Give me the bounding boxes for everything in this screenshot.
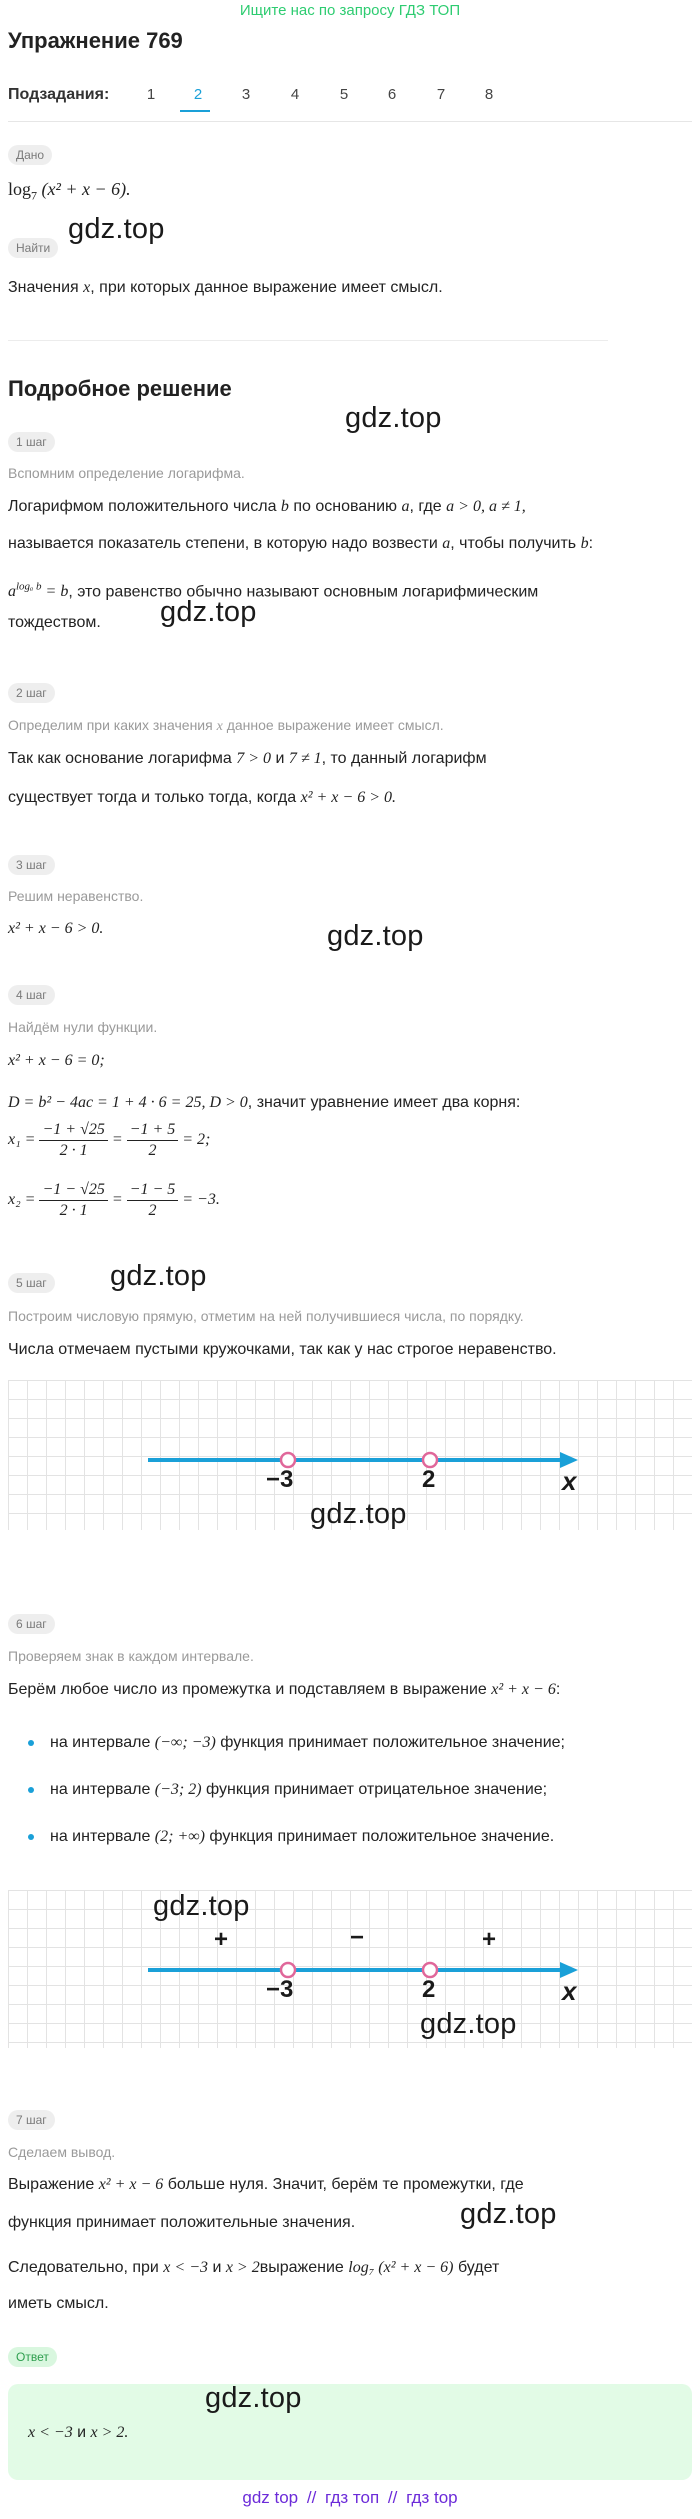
log-expression: log₇ (x² + x − 6) (348, 2259, 454, 2276)
search-banner[interactable]: Ищите нас по запросу ГДЗ ТОП (239, 2, 461, 19)
sign-plus: + (482, 1926, 497, 1953)
subtask-tab-6[interactable]: 6 (387, 86, 397, 103)
step-1-line-1 (8, 494, 526, 520)
watermark: gdz.top (110, 1260, 207, 1292)
footer-link[interactable]: гдз top (406, 2488, 458, 2507)
denominator: 2 (148, 1142, 157, 1159)
subtask-tab-2[interactable]: 2 (193, 86, 203, 103)
answer-pill: Ответ (8, 2347, 57, 2367)
text: и (271, 750, 289, 767)
watermark: gdz.top (68, 213, 165, 245)
point-minus-3 (281, 1963, 295, 1977)
discriminant: D = b² − 4ac = 1 + 4 · 6 = 25, D > 0 (8, 1094, 248, 1111)
lhs: x₁ = (8, 1131, 36, 1149)
footer-link[interactable]: гдз топ (325, 2488, 380, 2507)
text: выражение (259, 2259, 349, 2276)
list-item (50, 1730, 565, 1756)
step-3-inequality: x² + x − 6 > 0. (8, 920, 104, 937)
subtask-tab-7[interactable]: 7 (436, 86, 446, 103)
step-7-line-2: функция принимает положительные значения. (8, 2214, 356, 2231)
watermark: gdz.top (153, 1890, 250, 1922)
list-item (50, 1824, 554, 1850)
sign-chart-figure (8, 1890, 692, 2048)
sign-chart-svg (8, 1890, 692, 2048)
given-pill: Дано (8, 145, 52, 165)
step-4-pill: 4 шаг (8, 985, 55, 1005)
inequality: x² + x − 6 > 0. (300, 789, 396, 806)
text: больше нуля. Значит, берём те промежутки, где (163, 2176, 524, 2193)
text: функция принимает положительное значение; (215, 1734, 565, 1751)
subtask-tab-4[interactable]: 4 (290, 86, 300, 103)
subtask-tab-8[interactable]: 8 (484, 86, 494, 103)
text: , это равенство обычно называют основным логарифмическим (68, 583, 539, 601)
step-3-hint: Решим неравенство. (8, 888, 144, 904)
given-expression (8, 176, 131, 209)
find-var: x (83, 279, 91, 296)
active-tab-indicator (180, 110, 210, 112)
text: существует тогда и только тогда, когда (8, 789, 301, 806)
label-minus-3: −3 (266, 1466, 294, 1493)
interval: (2; +∞) (154, 1828, 205, 1845)
watermark: gdz.top (420, 2008, 517, 2040)
point-minus-3 (281, 1453, 295, 1467)
step-4-discriminant (8, 1090, 520, 1116)
step-5-hint: Построим числовую прямую, отметим на ней получившиеся числа, по порядку. (8, 1308, 524, 1324)
find-text-pre: Значения (8, 279, 84, 296)
step-3-pill: 3 шаг (8, 855, 55, 875)
text: Следовательно, при (8, 2259, 164, 2276)
identity: = b (41, 583, 69, 601)
text: по основанию (288, 498, 402, 515)
label-2: 2 (422, 1976, 436, 2003)
var-x: x (216, 719, 223, 734)
step-7-line-1 (8, 2172, 524, 2198)
var-a: a (442, 535, 451, 552)
text: на интервале (50, 1734, 155, 1751)
point-2 (423, 1963, 437, 1977)
step-7-line-4: иметь смысл. (8, 2295, 109, 2312)
step-1-line-2 (8, 531, 593, 557)
point-2 (423, 1453, 437, 1467)
footer-links (0, 2486, 700, 2510)
text: Логарифмом положительного числа (8, 498, 281, 515)
label-minus-3: −3 (266, 1976, 294, 2003)
numerator: −1 + √25 (39, 1120, 107, 1141)
log-fn: log (8, 179, 32, 199)
var-b: b (580, 535, 589, 552)
label-2: 2 (422, 1466, 436, 1493)
step-6-pill: 6 шаг (8, 1614, 55, 1634)
condition: 7 > 0 (236, 750, 271, 767)
step-2-line-2 (8, 785, 396, 811)
step-2-hint (8, 715, 444, 737)
text: называется показатель степени, в которую надо возвести (8, 535, 443, 552)
exponent: logₐ b (16, 581, 42, 593)
text: : (555, 1681, 561, 1698)
answer-text (28, 2420, 128, 2446)
log-base: 7 (31, 188, 38, 203)
bullet-icon (28, 1834, 34, 1840)
text: , то данный логарифм (321, 750, 487, 767)
subtask-tab-1[interactable]: 1 (146, 86, 156, 103)
step-6-hint: Проверяем знак в каждом интервале. (8, 1648, 254, 1664)
numerator: −1 − √25 (39, 1180, 107, 1201)
lhs: x₂ = (8, 1191, 36, 1209)
condition: a > 0, a ≠ 1, (446, 498, 526, 515)
find-pill: Найти (8, 238, 58, 258)
step-4-hint: Найдём нули функции. (8, 1019, 158, 1035)
step-6-intro (8, 1677, 560, 1703)
watermark: gdz.top (310, 1498, 407, 1530)
step-5-text: Числа отмечаем пустыми кружочками, так как у нас строгое неравенство. (8, 1341, 557, 1358)
numerator: −1 − 5 (127, 1180, 179, 1201)
list-item (50, 1777, 547, 1803)
text: , чтобы получить (450, 535, 581, 552)
text: , где (409, 498, 447, 515)
equals: = (111, 1191, 123, 1209)
log-argument: (x² + x − 6). (41, 179, 131, 199)
result: = 2; (182, 1131, 211, 1149)
footer-separator: // (387, 2488, 398, 2507)
label-x: x (562, 1976, 577, 2006)
subtask-tab-3[interactable]: 3 (241, 86, 251, 103)
footer-link[interactable]: gdz top (242, 2488, 299, 2507)
sign-minus: − (350, 1924, 365, 1951)
step-2-line-1 (8, 746, 487, 772)
label-x: x (562, 1466, 577, 1496)
condition: x > 2. (90, 2424, 129, 2441)
result: = −3. (182, 1191, 220, 1209)
var-a: a (8, 583, 16, 601)
page-title: Упражнение 769 (8, 28, 183, 53)
subtask-tab-5[interactable]: 5 (339, 86, 349, 103)
number-line-figure (8, 1380, 692, 1530)
root-x2 (8, 1180, 220, 1221)
sign-plus: + (214, 1926, 229, 1953)
condition: x < −3 (163, 2259, 208, 2276)
watermark: gdz.top (160, 596, 257, 628)
bullet-icon (28, 1787, 34, 1793)
text: : (588, 535, 594, 552)
text: функция принимает отрицательное значение; (201, 1781, 548, 1798)
text: Определим при каких значения (8, 717, 217, 733)
text: Выражение (8, 2176, 99, 2193)
denominator: 2 · 1 (59, 1142, 88, 1159)
step-1-pill: 1 шаг (8, 432, 55, 452)
step-4-equation: x² + x − 6 = 0; (8, 1052, 105, 1069)
condition: x > 2 (225, 2259, 260, 2276)
step-1-hint: Вспомним определение логарифма. (8, 465, 245, 481)
watermark: gdz.top (327, 920, 424, 952)
watermark: gdz.top (205, 2382, 302, 2414)
divider (8, 121, 692, 122)
denominator: 2 (148, 1202, 157, 1219)
step-5-pill: 5 шаг (8, 1273, 55, 1293)
text: на интервале (50, 1828, 155, 1845)
text: , значит уравнение имеет два корня: (247, 1094, 521, 1111)
var-b: b (280, 498, 289, 515)
text: Берём любое число из промежутка и подставляем в выражение (8, 1681, 492, 1698)
step-1-line-3 (8, 574, 538, 605)
bullet-icon (28, 1740, 34, 1746)
watermark: gdz.top (345, 402, 442, 434)
interval: (−3; 2) (154, 1781, 202, 1798)
expression: x² + x − 6 (491, 1681, 556, 1698)
root-x1 (8, 1120, 210, 1161)
condition: x < −3 (28, 2424, 73, 2441)
step-7-hint: Сделаем вывод. (8, 2144, 116, 2160)
divider (8, 340, 608, 341)
equals: = (111, 1131, 123, 1149)
footer-separator: // (306, 2488, 317, 2507)
text: на интервале (50, 1781, 155, 1798)
var-a: a (401, 498, 410, 515)
expression: x² + x − 6 (98, 2176, 164, 2193)
step-2-pill: 2 шаг (8, 683, 55, 703)
watermark: gdz.top (460, 2198, 557, 2230)
text: данное выражение имеет смысл. (222, 717, 444, 733)
step-7-line-3 (8, 2255, 499, 2281)
text: функция принимает положительное значение. (204, 1828, 555, 1845)
step-7-pill: 7 шаг (8, 2110, 55, 2130)
solution-title: Подробное решение (8, 376, 232, 401)
text: будет (453, 2259, 500, 2276)
denominator: 2 · 1 (59, 1202, 88, 1219)
text: и (72, 2424, 91, 2441)
text: Так как основание логарифма (8, 750, 237, 767)
numerator: −1 + 5 (127, 1120, 179, 1141)
find-text (8, 275, 443, 301)
text: и (208, 2259, 226, 2276)
condition: 7 ≠ 1 (288, 750, 322, 767)
interval: (−∞; −3) (154, 1734, 216, 1751)
step-1-line-4: тождеством. (8, 614, 101, 631)
subtasks-label: Подзадания: (8, 86, 110, 103)
find-text-post: , при которых данное выражение имеет смысл. (90, 279, 443, 296)
